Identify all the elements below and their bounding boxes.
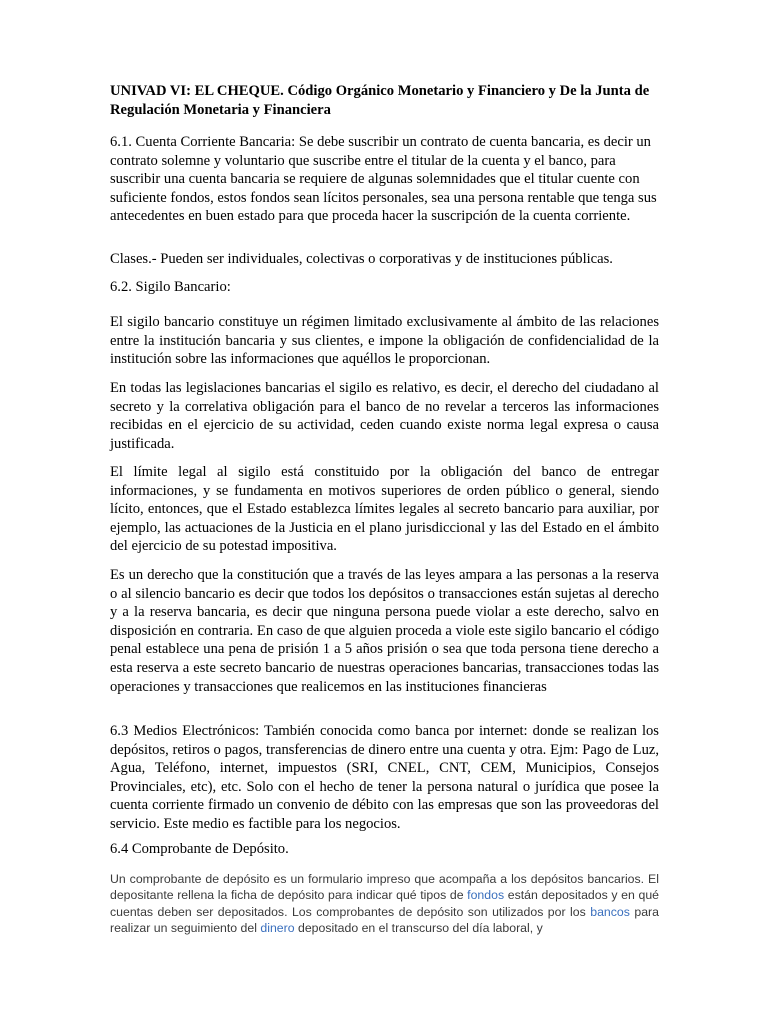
paragraph-sigilo-3: El límite legal al sigilo está constituido por la obligación del banco de entregar informaciones, y se fundamenta en motivos superiores de orden público o general, siendo lícito, entonces, que el Estado establezca límites legales al secreto bancario para auxiliar, por ejemplo, las actuaciones de la Justicia en el plano jurisdiccional y las del Estado en el ámbito del ejercicio de su potestad impositiva. [110,464,659,555]
paragraph-clases: Clases.- Pueden ser individuales, colectivas o corporativas y de instituciones públicas. [110,251,613,267]
excerpt-text-3: para realizar un seguimiento del [110,904,659,936]
link-fondos[interactable]: fondos [467,888,505,903]
heading-6-2-sigilo-bancario: 6.2. Sigilo Bancario: [110,279,231,295]
paragraph-sigilo-4: Es un derecho que la constitución que a través de las leyes ampara a las personas a la reserva o al silencio bancario es decir que todos los depósitos o transacciones están sujetas al derecho y a la reserva bancaria, es decir que ninguna persona puede violar a este derecho, salvo en disposición en contraria. En caso de que alguien proceda a viole este sigilo bancario el código penal establece una pena de prisión 1 a 5 años prisión o sea que toda persona tiene derecho a esta reserva a este secreto bancario de nuestras operaciones bancarias, transacciones todas las operaciones y transacciones que realicemos en las instituciones financieras [110,567,659,695]
excerpt-text-2: están depositados y en qué cuentas deben ser depositados. Los comprobantes de depósito son utilizados por los [110,888,659,919]
paragraph-6-3-medios-electronicos: 6.3 Medios Electrónicos: También conocida como banca por internet: donde se realizan los depósitos, retiros o pagos, transferencias de dinero entre una cuenta y otra. Ejm: Pago de Luz, Agua, Teléfono, internet, impuestos (SRI, CNEL, CNT, CEM, Municipios, Consejos Provinciales, etc), etc. Solo con el hecho de tener la persona natural o jurídica que posee la cuenta corriente firmado un convenio de débito con las empresas que son las proveedoras del servicio. Este medio es factible para los negocios. [110,723,659,832]
heading-6-4-comprobante-deposito: 6.4 Comprobante de Depósito. [110,841,289,857]
paragraph-6-1-cuenta-corriente: 6.1. Cuenta Corriente Bancaria: Se debe suscribir un contrato de cuenta bancaria, es decir un contrato solemne y voluntario que suscribe entre el titular de la cuenta y el banco, para suscribir una cuenta bancaria se requiere de algunas solemnidades que el titular cuente con suficiente fondos, estos fondos sean lícitos personales, sea una persona rentable que tenga sus antecedentes en buen estado para que proceda hacer la suscripción de la cuenta corriente. [110,134,657,225]
excerpt-text-1: Un comprobante de depósito es un formulario impreso que acompaña a los depósitos bancarios. El depositante rellena la ficha de depósito para indicar qué tipos de [110,872,659,903]
document-title: UNIVAD VI: EL CHEQUE. Código Orgánico Monetario y Financiero y De la Junta de Regulación Monetaria y Financiera [110,83,650,118]
link-dinero[interactable]: dinero [260,921,295,936]
paragraph-sigilo-2: En todas las legislaciones bancarias el sigilo es relativo, es decir, el derecho del ciudadano al secreto y la correlativa obligación para el banco de no revelar a terceros las informaciones recibidas en el ejercicio de su actividad, ceden cuando existe norma legal expresa o causa justificada. [110,380,659,452]
link-bancos[interactable]: bancos [590,904,630,919]
excerpt-comprobante-deposito [110,871,659,937]
paragraph-sigilo-1: El sigilo bancario constituye un régimen limitado exclusivamente al ámbito de las relaciones entre la institución bancaria y sus clientes, e impone la obligación de confidencialidad de la institución sobre las informaciones que aquéllos le proporcionan. [110,314,659,368]
excerpt-text-4: depositado en el transcurso del día laboral, y [294,921,543,936]
